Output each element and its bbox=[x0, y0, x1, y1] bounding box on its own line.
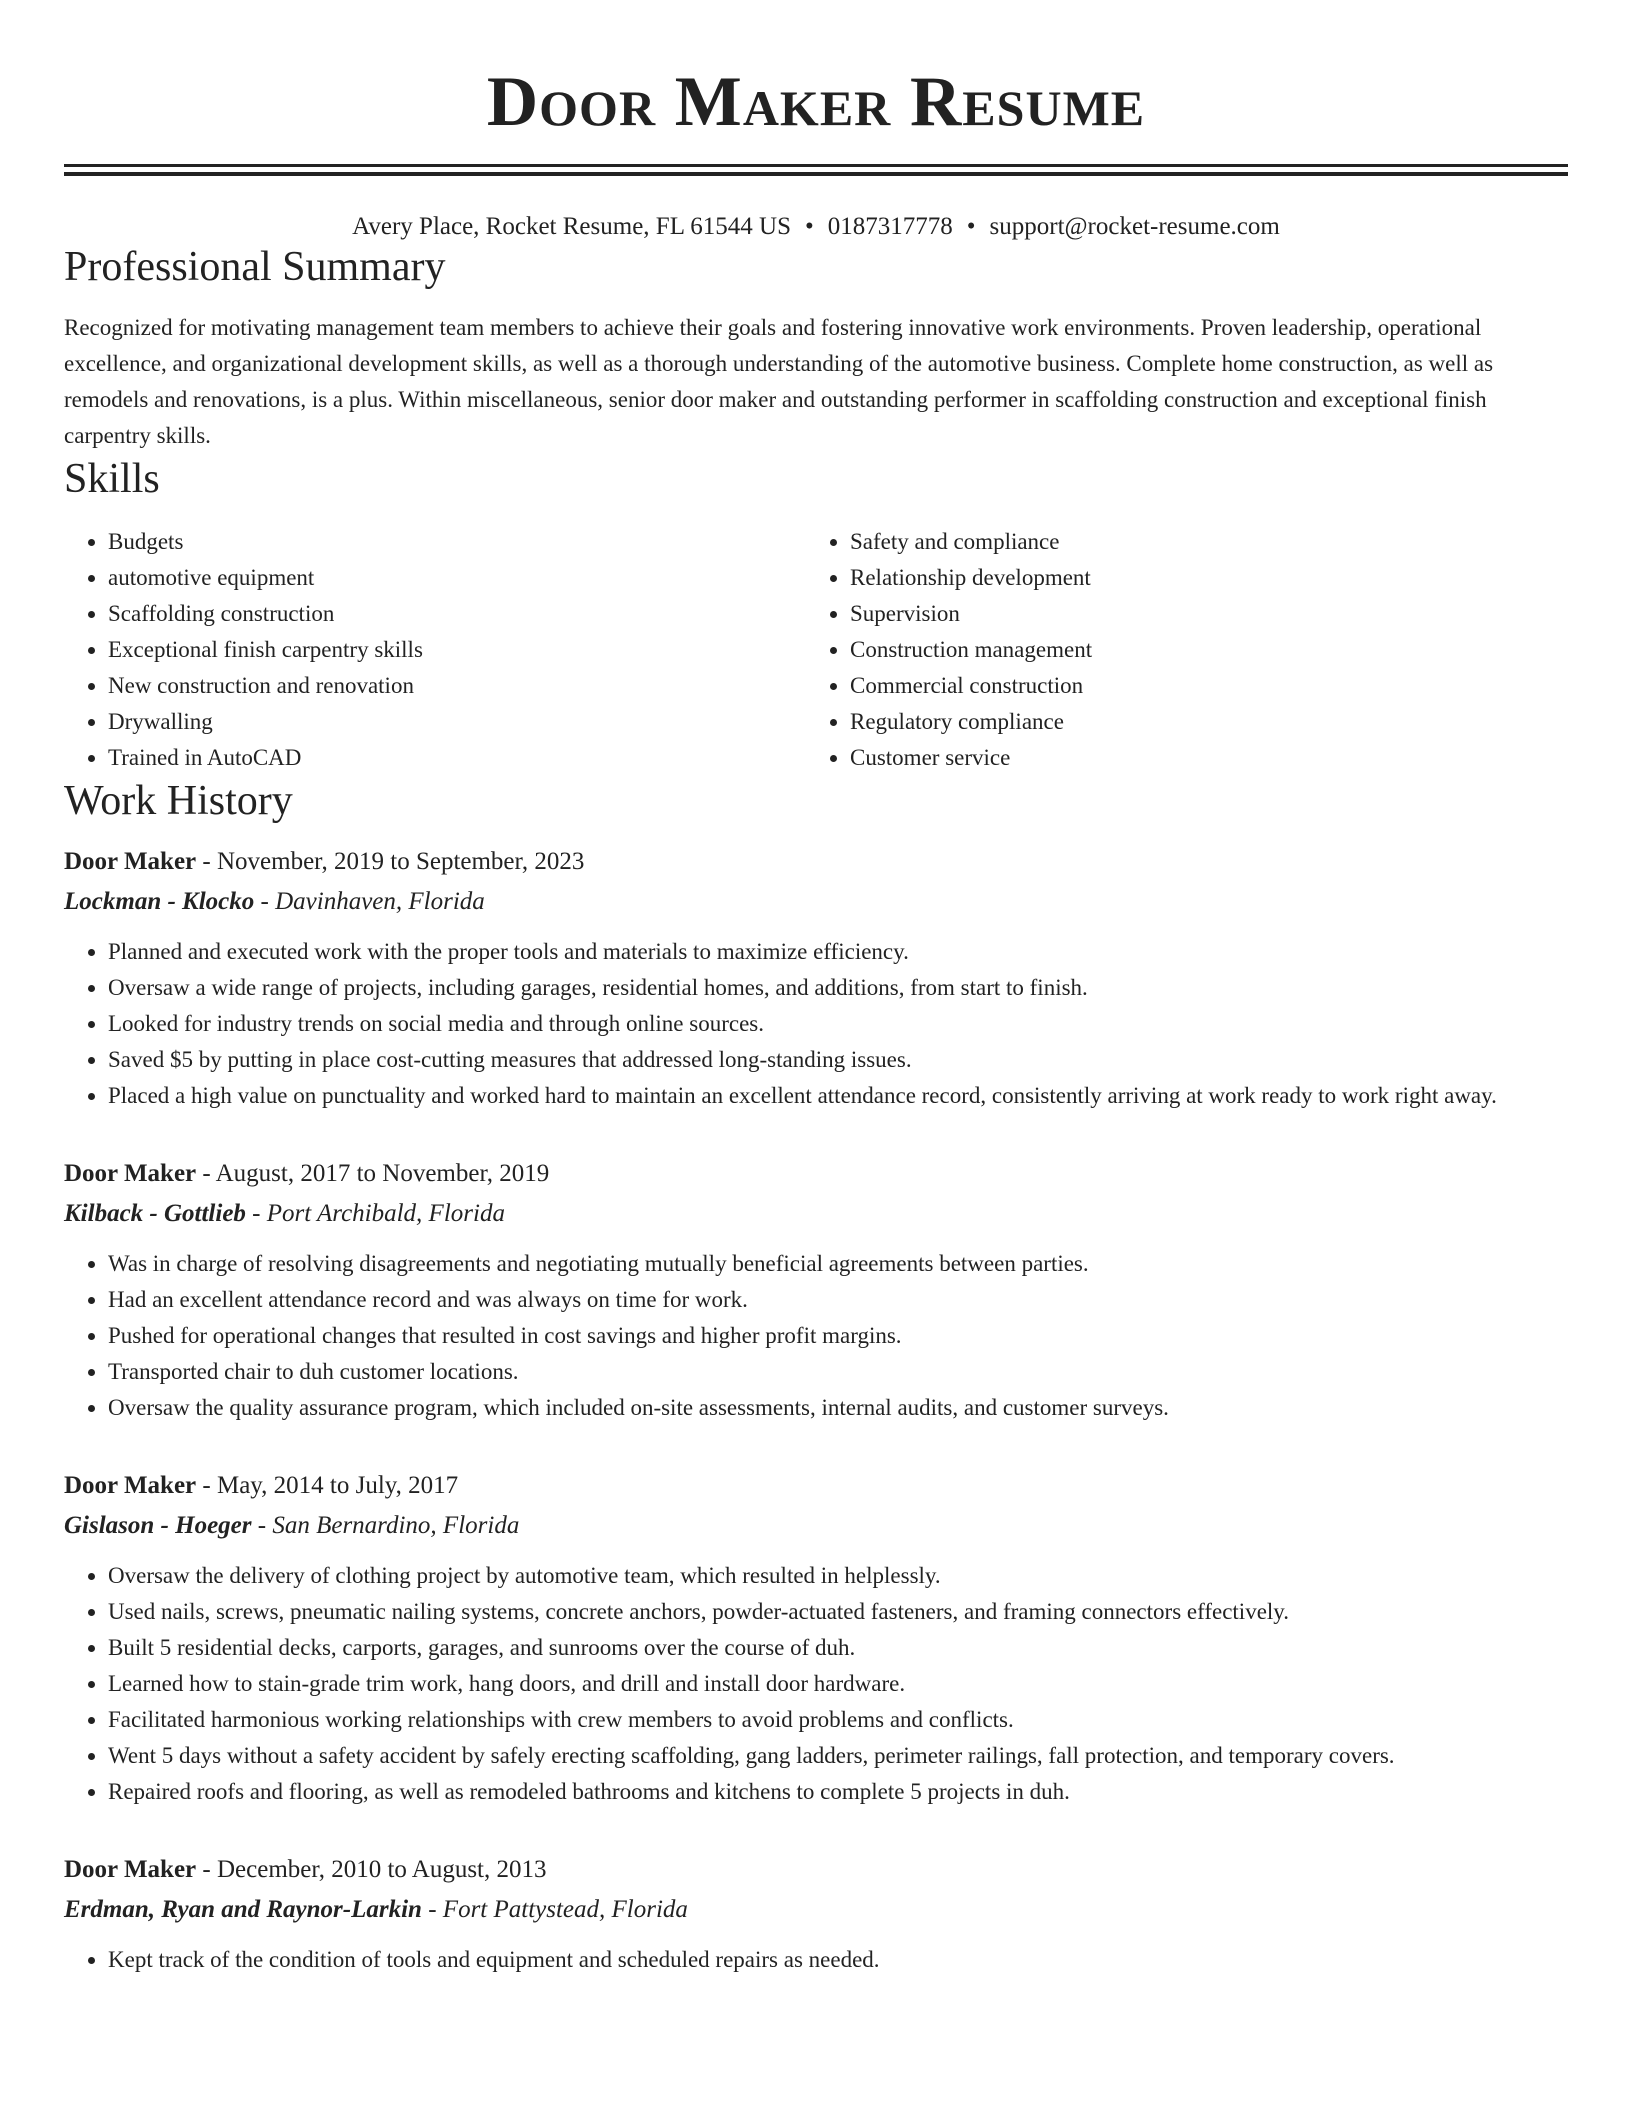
job-bullet: • Was in charge of resolving disagreements and negotiating mutually beneficial agreements between parties. bbox=[108, 1246, 1568, 1282]
job-title: Door Maker bbox=[64, 848, 197, 875]
job-bullets bbox=[64, 1942, 1568, 1978]
skills-heading: Skills bbox=[64, 456, 160, 502]
job-title-line: Door Maker - November, 2019 to September, 2023 bbox=[64, 848, 585, 875]
skill-item: • Trained in AutoCAD bbox=[108, 740, 806, 776]
skill-item: • Budgets bbox=[108, 524, 806, 560]
job-company-line: Erdman, Ryan and Raynor-Larkin - Fort Pattystead, Florida bbox=[64, 1896, 688, 1923]
skill-item: • automotive equipment bbox=[108, 560, 806, 596]
job-title: Door Maker bbox=[64, 1160, 197, 1187]
work-history-heading: Work History bbox=[64, 778, 293, 824]
job-bullet: • Oversaw a wide range of projects, including garages, residential homes, and additions, from start to finish. bbox=[108, 970, 1568, 1006]
job-location: San Bernardino, Florida bbox=[272, 1512, 520, 1539]
job-company: Lockman - Klocko bbox=[64, 888, 255, 915]
skill-item: • Construction management bbox=[850, 632, 1548, 668]
job-location: Fort Pattystead, Florida bbox=[442, 1896, 688, 1923]
contact-phone: 0187317778 bbox=[827, 213, 953, 240]
job-company-line: Lockman - Klocko - Davinhaven, Florida bbox=[64, 888, 485, 915]
skill-item: • Customer service bbox=[850, 740, 1548, 776]
job-entry bbox=[64, 844, 1568, 1114]
contact-separator: • bbox=[966, 213, 976, 240]
contact-separator: • bbox=[805, 213, 814, 240]
resume-title: Door Maker Resume bbox=[486, 63, 1146, 141]
job-title-line: Door Maker - May, 2014 to July, 2017 bbox=[64, 1472, 459, 1499]
job-title: Door Maker bbox=[64, 1856, 197, 1883]
summary-heading: Professional Summary bbox=[64, 244, 446, 290]
job-bullet: • Placed a high value on punctuality and worked hard to maintain an excellent attendance record, consistently arriving at work ready to work right away. bbox=[108, 1078, 1568, 1114]
job-dates: November, 2019 to September, 2023 bbox=[216, 848, 585, 875]
skill-item: • Regulatory compliance bbox=[850, 704, 1548, 740]
skill-item: • Commercial construction bbox=[850, 668, 1548, 704]
job-bullet: • Kept track of the condition of tools and equipment and scheduled repairs as needed. bbox=[108, 1942, 1568, 1978]
job-bullet: • Planned and executed work with the proper tools and materials to maximize efficiency. bbox=[108, 934, 1568, 970]
job-title-line: Door Maker - December, 2010 to August, 2013 bbox=[64, 1856, 547, 1883]
skill-item: • Relationship development bbox=[850, 560, 1548, 596]
summary-text: Recognized for motivating management team members to achieve their goals and fostering innovative work environments. Proven leadership, operational excellence, and organizational development skills, as well as a thorough understanding of the automotive business. Complete home construction, as well as remodels and renovations, is a plus. Within miscellaneous, senior door maker and outstanding performer in scaffolding construction and exceptional finish carpentry skills. bbox=[64, 315, 1494, 448]
skill-item: • Drywalling bbox=[108, 704, 806, 740]
job-location: Davinhaven, Florida bbox=[275, 888, 485, 915]
title-divider-top bbox=[64, 164, 1568, 167]
job-company: Gislason - Hoeger bbox=[64, 1512, 252, 1539]
job-bullet: • Looked for industry trends on social media and through online sources. bbox=[108, 1006, 1568, 1042]
job-bullet: • Facilitated harmonious working relationships with crew members to avoid problems and conflicts. bbox=[108, 1702, 1568, 1738]
job-dates: December, 2010 to August, 2013 bbox=[216, 1856, 547, 1883]
job-dates: August, 2017 to November, 2019 bbox=[215, 1160, 550, 1187]
job-bullets bbox=[64, 1558, 1568, 1810]
job-bullet: • Had an excellent attendance record and was always on time for work. bbox=[108, 1282, 1568, 1318]
contact-address: Avery Place, Rocket Resume, FL 61544 US bbox=[352, 213, 791, 240]
job-entry bbox=[64, 1468, 1568, 1810]
skills-column-left bbox=[64, 524, 806, 776]
job-bullet: • Transported chair to duh customer locations. bbox=[108, 1354, 1568, 1390]
job-location: Port Archibald, Florida bbox=[266, 1200, 505, 1227]
job-bullets bbox=[64, 934, 1568, 1114]
job-title: Door Maker bbox=[64, 1472, 197, 1499]
skill-item: • Supervision bbox=[850, 596, 1548, 632]
skills-column-right bbox=[806, 524, 1548, 776]
job-company-line: Gislason - Hoeger - San Bernardino, Florida bbox=[64, 1512, 520, 1539]
skill-item: • Exceptional finish carpentry skills bbox=[108, 632, 806, 668]
job-company: Erdman, Ryan and Raynor-Larkin bbox=[64, 1896, 422, 1923]
job-entry bbox=[64, 1156, 1568, 1426]
job-bullet: • Saved $5 by putting in place cost-cutting measures that addressed long-standing issues. bbox=[108, 1042, 1568, 1078]
job-bullet: • Repaired roofs and flooring, as well as remodeled bathrooms and kitchens to complete 5 projects in duh. bbox=[108, 1774, 1568, 1810]
contact-email[interactable]: support@rocket-resume.com bbox=[989, 213, 1280, 240]
job-bullet: • Went 5 days without a safety accident by safely erecting scaffolding, gang ladders, perimeter railings, fall protection, and temporary covers. bbox=[108, 1738, 1568, 1774]
job-entry bbox=[64, 1852, 1568, 1978]
job-company: Kilback - Gottlieb bbox=[64, 1200, 246, 1227]
job-bullet: • Pushed for operational changes that resulted in cost savings and higher profit margins. bbox=[108, 1318, 1568, 1354]
job-bullet: • Learned how to stain-grade trim work, hang doors, and drill and install door hardware. bbox=[108, 1666, 1568, 1702]
job-bullets bbox=[64, 1246, 1568, 1426]
job-bullet: • Oversaw the delivery of clothing project by automotive team, which resulted in helplessly. bbox=[108, 1558, 1568, 1594]
skills-list bbox=[64, 524, 1568, 776]
job-bullet: • Oversaw the quality assurance program, which included on-site assessments, internal audits, and customer surveys. bbox=[108, 1390, 1568, 1426]
job-bullet: • Used nails, screws, pneumatic nailing systems, concrete anchors, powder-actuated fasteners, and framing connectors effectively. bbox=[108, 1594, 1568, 1630]
job-bullet: • Built 5 residential decks, carports, garages, and sunrooms over the course of duh. bbox=[108, 1630, 1568, 1666]
job-title-line: Door Maker - August, 2017 to November, 2019 bbox=[64, 1160, 550, 1187]
contact-line bbox=[64, 212, 1568, 242]
title-divider-bottom bbox=[64, 172, 1568, 176]
job-dates: May, 2014 to July, 2017 bbox=[216, 1472, 459, 1499]
skill-item: • New construction and renovation bbox=[108, 668, 806, 704]
skill-item: • Scaffolding construction bbox=[108, 596, 806, 632]
job-company-line: Kilback - Gottlieb - Port Archibald, Florida bbox=[64, 1200, 505, 1227]
skill-item: • Safety and compliance bbox=[850, 524, 1548, 560]
